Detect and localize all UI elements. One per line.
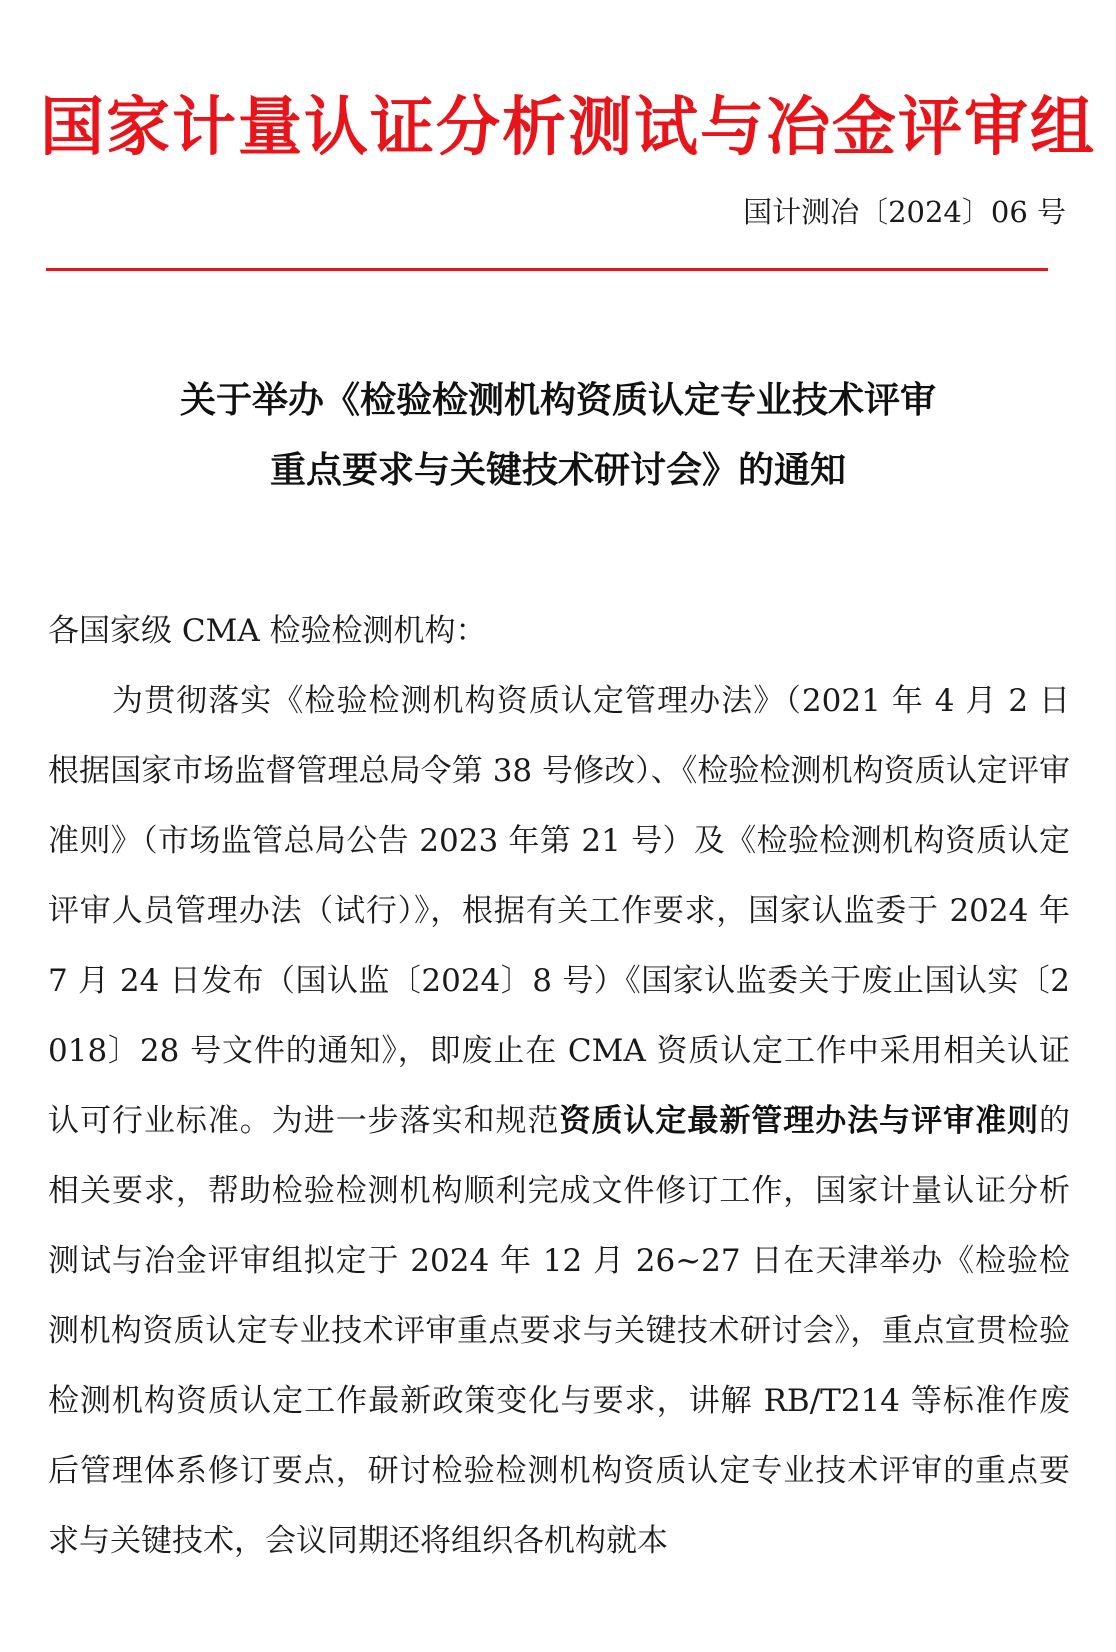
paragraph-text-part-1: 为贯彻落实《检验检测机构资质认定管理办法》（2021 年 4 月 2 日根据国家市场监督管理总局令第 38 号修改）、《检验检测机构资质认定评审准则》（市场监管总局公告 2023 年第 21 号）及《检验检测机构资质认定评审人员管理办法（试行）》，根据有关工作要求，国家认监委于 2024 年 7 月 24 日发布（国认监〔2024〕8 号）《国家认监委关于废止国认实〔2018〕28 号文件的通知》，即废止在 CMA 资质认定工作中采用相关认证认可行业标准。为进一步落实和规范: [48, 683, 1070, 1139]
notice-title: [40, 365, 1076, 505]
paragraph-text-part-2: 的相关要求，帮助检验检测机构顺利完成文件修订工作，国家计量认证分析测试与冶金评审组拟定于 2024 年 12 月 26~27 日在天津举办《检验检测机构资质认定专业技术评审重点要求与关键技术研讨会》，重点宣贯检验检测机构资质认定工作最新政策变化与要求，讲解 RB/T214 等标准作废后管理体系修订要点，研讨检验检测机构资质认定专业技术评审的重点要求与关键技术，会议同期还将组织各机构就本: [48, 1103, 1070, 1559]
organization-name-heading: 国家计量认证分析测试与冶金评审组: [40, 90, 1096, 165]
addressee-line: 各国家级 CMA 检验检测机构：: [48, 613, 487, 649]
red-divider-line: [46, 268, 1048, 271]
body-paragraph: [48, 666, 1070, 1576]
notice-title-line-2: 重点要求与关键技术研讨会》的通知: [269, 449, 846, 491]
paragraph-bold-emphasis: 资质认定最新管理办法与评审准则: [559, 1103, 1039, 1139]
document-number: 国计测冶〔2024〕06 号: [743, 195, 1066, 229]
notice-title-line-1: 关于举办《检验检测机构资质认定专业技术评审: [179, 379, 936, 421]
notice-body: [48, 596, 1070, 1576]
